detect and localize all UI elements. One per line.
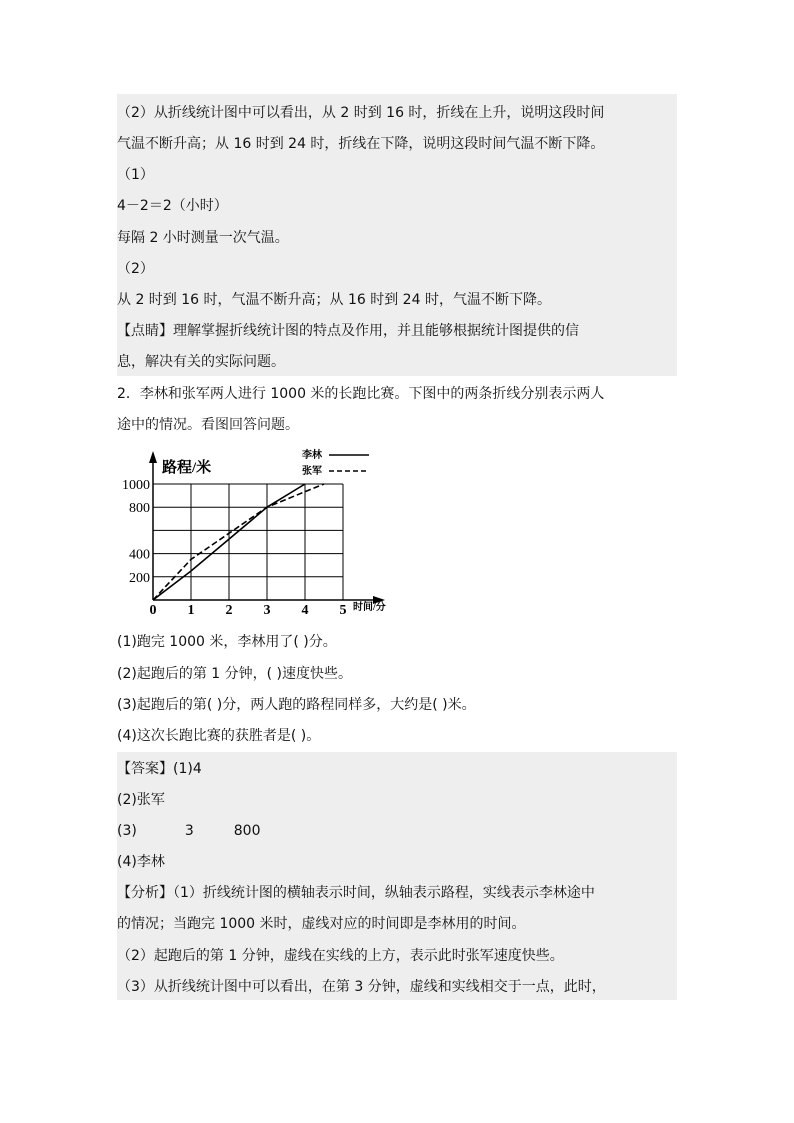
y-tick-label: 400 <box>129 547 150 563</box>
text-line: （2）从折线统计图中可以看出，从 2 时到 16 时，折线在上升，说明这段时间 <box>117 105 605 121</box>
chart-series <box>153 484 324 600</box>
analysis-line: 【分析】（1）折线统计图的横轴表示时间，纵轴表示路程，实线表示李林途中 <box>117 885 595 901</box>
y-tick-label: 1000 <box>122 478 150 493</box>
series-line-zhangjun <box>153 484 324 600</box>
x-tick-label: 4 <box>301 603 309 618</box>
dianjing-line: 【点睛】理解掌握折线统计图的特点及作用，并且能够根据统计图提供的信 <box>117 323 579 339</box>
analysis-line: （3）从折线统计图中可以看出，在第 3 分钟，虚线和实线相交于一点，此时， <box>117 979 606 995</box>
text-line: 4－2＝2（小时） <box>117 198 228 214</box>
answer-2: (2)张军 <box>117 792 165 808</box>
answer-4: (4)李林 <box>117 854 165 870</box>
y-axis-arrow <box>149 451 157 463</box>
x-tick-label: 1 <box>187 603 195 618</box>
answer-3-value-1: 3 <box>184 823 194 839</box>
x-axis-label: 时间/分 <box>353 602 386 613</box>
x-tick-label: 3 <box>263 603 271 618</box>
x-tick-label: 5 <box>339 603 347 618</box>
answer-3-value-2: 800 <box>233 823 261 839</box>
legend-label-zhangjun: 张军 <box>302 466 322 477</box>
question-4: (4)这次长跑比赛的获胜者是( )。 <box>117 728 321 744</box>
legend-label-lilin: 李林 <box>302 450 322 461</box>
text-line: 每隔 2 小时测量一次气温。 <box>117 230 289 246</box>
analysis-line: 的情况；当跑完 1000 米时，虚线对应的时间即是李林用的时间。 <box>117 916 526 932</box>
y-tick-label: 200 <box>129 570 150 586</box>
answer-3-label: (3) <box>117 823 137 839</box>
y-axis-label: 路程/米 <box>162 460 212 476</box>
chart-grid <box>153 484 343 600</box>
question-1: (1)跑完 1000 米，李林用了( )分。 <box>117 634 337 650</box>
x-tick-label: 0 <box>149 603 157 618</box>
analysis-line: （2）起跑后的第 1 分钟，虚线在实线的上方，表示此时张军速度快些。 <box>117 948 564 964</box>
text-line: （2） <box>117 261 154 277</box>
problem-stem: 2．李林和张军两人进行 1000 米的长跑比赛。下图中的两条折线分别表示两人 <box>117 386 605 402</box>
answer-1: 【答案】(1)4 <box>117 761 202 777</box>
legend <box>301 448 369 477</box>
text-line: （1） <box>117 167 154 183</box>
text-line: 息，解决有关的实际问题。 <box>117 354 285 370</box>
question-3: (3)起跑后的第( )分，两人跑的路程同样多，大约是( )米。 <box>117 697 476 713</box>
text-line: 从 2 时到 16 时，气温不断升高；从 16 时到 24 时，气温不断下降。 <box>117 292 551 308</box>
answer-3 <box>117 821 261 841</box>
problem-stem: 途中的情况。看图回答问题。 <box>117 417 299 433</box>
text-line: 气温不断升高；从 16 时到 24 时，折线在下降，说明这段时间气温不断下降。 <box>117 136 605 152</box>
y-tick-label: 800 <box>129 501 150 517</box>
line-chart <box>117 443 417 618</box>
x-tick-label: 2 <box>225 603 233 618</box>
question-2: (2)起跑后的第 1 分钟，( )速度快些。 <box>117 666 353 682</box>
